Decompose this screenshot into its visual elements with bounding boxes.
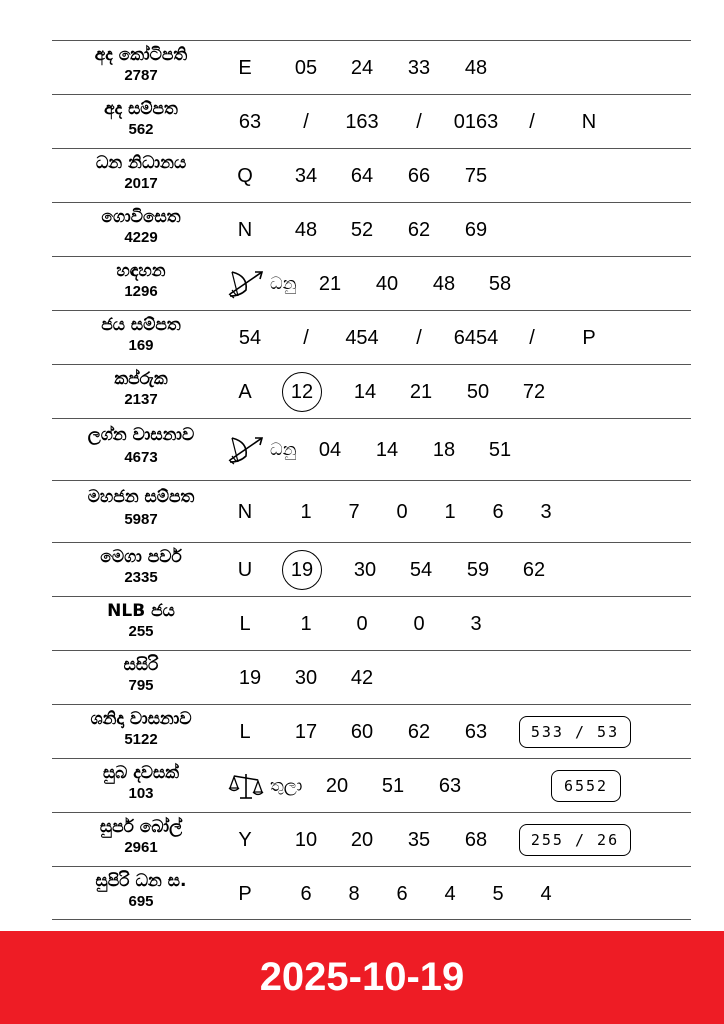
winning-numbers [52, 543, 691, 597]
number: 454 [345, 327, 379, 349]
letter: E [238, 57, 252, 79]
number: 58 [488, 273, 512, 295]
winning-numbers [52, 867, 691, 921]
number: 51 [488, 439, 512, 461]
number: 62 [407, 219, 431, 241]
number: 6454 [453, 327, 499, 349]
winning-numbers [52, 419, 691, 481]
number: 3 [470, 613, 482, 635]
sagittarius-icon [226, 268, 266, 304]
result-row [52, 364, 691, 418]
number: 0 [413, 613, 425, 635]
number: 163 [345, 111, 379, 133]
number: 52 [350, 219, 374, 241]
letter: A [238, 381, 252, 403]
winning-numbers [52, 149, 691, 203]
number: 48 [294, 219, 318, 241]
separator: / [529, 327, 535, 349]
separator: / [303, 111, 309, 133]
letter: Q [237, 165, 253, 187]
number: 62 [407, 721, 431, 743]
number: 40 [375, 273, 399, 295]
zodiac-sign: ධනු [270, 440, 297, 460]
number: 33 [407, 57, 431, 79]
draw-number: 5122 [124, 731, 158, 748]
winning-numbers [52, 597, 691, 651]
result-row [52, 40, 691, 94]
lottery-name: සුපර් බෝල් [99, 817, 183, 837]
letter: P [238, 883, 252, 905]
lottery-name: මහජන සම්පත [87, 487, 195, 507]
number: 48 [432, 273, 456, 295]
separator: / [416, 327, 422, 349]
letter: N [237, 219, 253, 241]
separator: / [416, 111, 422, 133]
number: 20 [325, 775, 349, 797]
number: 3 [540, 501, 552, 523]
number: 14 [375, 439, 399, 461]
winning-numbers [52, 651, 691, 705]
draw-number: 4673 [124, 449, 158, 466]
draw-date: 2025-10-19 [259, 955, 465, 999]
number: 63 [438, 775, 462, 797]
draw-number: 2335 [124, 569, 158, 586]
number: 1 [300, 613, 312, 635]
number: 0163 [453, 111, 499, 133]
separator: / [529, 111, 535, 133]
number: 21 [409, 381, 433, 403]
number: 64 [350, 165, 374, 187]
draw-number: 2961 [124, 839, 158, 856]
number: 1 [300, 501, 312, 523]
result-row [52, 480, 691, 542]
number: 05 [294, 57, 318, 79]
number: 19 [238, 667, 262, 689]
number: 35 [407, 829, 431, 851]
results-table [52, 40, 691, 920]
number: 20 [350, 829, 374, 851]
winning-numbers [52, 481, 691, 543]
letter: N [237, 501, 253, 523]
number: 04 [318, 439, 342, 461]
number: 62 [522, 559, 546, 581]
number: 30 [294, 667, 318, 689]
bonus-box: 533 / 53 [519, 716, 631, 748]
lottery-name: මෙගා පවර් [100, 547, 182, 567]
winning-numbers [52, 257, 691, 311]
number: 4 [540, 883, 552, 905]
number: 66 [407, 165, 431, 187]
result-row [52, 596, 691, 650]
lottery-name: NLB ජය [107, 601, 175, 621]
separator: / [303, 327, 309, 349]
number: 69 [464, 219, 488, 241]
result-row [52, 256, 691, 310]
winning-numbers [52, 813, 691, 867]
number: 30 [353, 559, 377, 581]
number: 10 [294, 829, 318, 851]
result-row [52, 418, 691, 480]
number: 5 [492, 883, 504, 905]
draw-number: 695 [128, 893, 154, 910]
number: 42 [350, 667, 374, 689]
draw-number: 4229 [124, 229, 158, 246]
draw-number: 103 [128, 785, 154, 802]
winning-numbers [52, 311, 691, 365]
lottery-name: හඳහන [116, 261, 166, 281]
number: 54 [238, 327, 262, 349]
lottery-name: ජය සම්පත [101, 315, 181, 335]
number: 60 [350, 721, 374, 743]
lottery-name: ශනිදා වාසනාව [90, 709, 192, 729]
result-row [52, 866, 691, 920]
number: 7 [348, 501, 360, 523]
number: 1 [444, 501, 456, 523]
winning-numbers [52, 41, 691, 95]
result-row [52, 542, 691, 596]
bonus-box: 6552 [551, 770, 621, 802]
letter: U [237, 559, 253, 581]
draw-number: 1296 [124, 283, 158, 300]
letter: L [239, 613, 251, 635]
zodiac-sign: තුලා [270, 776, 303, 796]
lottery-name: අද සම්පත [104, 99, 178, 119]
result-row [52, 94, 691, 148]
number: 68 [464, 829, 488, 851]
result-row [52, 704, 691, 758]
number: 21 [318, 273, 342, 295]
lottery-name: ධන නිධානය [95, 153, 187, 173]
result-row [52, 650, 691, 704]
number: 18 [432, 439, 456, 461]
draw-number: 562 [128, 121, 154, 138]
draw-number: 2137 [124, 391, 158, 408]
draw-number: 255 [128, 623, 154, 640]
special-number: 19 [282, 550, 322, 590]
number: 54 [409, 559, 433, 581]
draw-number: 5987 [124, 511, 158, 528]
winning-numbers [52, 759, 691, 813]
letter: Y [238, 829, 252, 851]
number: 17 [294, 721, 318, 743]
winning-numbers [52, 365, 691, 419]
number: 50 [466, 381, 490, 403]
number: 24 [350, 57, 374, 79]
number: 34 [294, 165, 318, 187]
draw-number: 169 [128, 337, 154, 354]
sagittarius-icon [226, 434, 266, 470]
winning-numbers [52, 705, 691, 759]
number: 8 [348, 883, 360, 905]
draw-number: 795 [128, 677, 154, 694]
winning-numbers [52, 95, 691, 149]
result-row [52, 148, 691, 202]
lottery-name: සසිරි [123, 655, 159, 675]
winning-numbers [52, 203, 691, 257]
number: 0 [396, 501, 408, 523]
number: 75 [464, 165, 488, 187]
lottery-name: ගොවිසෙත [101, 207, 181, 227]
lottery-name: කප්රුක [114, 369, 168, 389]
result-row [52, 310, 691, 364]
lottery-name: සුපිරි ධන ස. [95, 871, 187, 891]
number: 72 [522, 381, 546, 403]
special-number: 12 [282, 372, 322, 412]
number: 6 [492, 501, 504, 523]
number: 59 [466, 559, 490, 581]
libra-icon [226, 770, 266, 806]
number: P [582, 327, 596, 349]
lottery-name: අද කෝටිපති [94, 45, 188, 65]
number: 63 [464, 721, 488, 743]
draw-number: 2787 [124, 67, 158, 84]
number: 4 [444, 883, 456, 905]
lottery-name: ලග්න වාසනාව [87, 425, 195, 445]
number: 48 [464, 57, 488, 79]
result-row [52, 812, 691, 866]
letter: L [239, 721, 251, 743]
number: 6 [300, 883, 312, 905]
number: 51 [381, 775, 405, 797]
date-banner [0, 931, 724, 1024]
zodiac-sign: ධනු [270, 274, 297, 294]
number: 14 [353, 381, 377, 403]
number: 63 [238, 111, 262, 133]
bonus-box: 255 / 26 [519, 824, 631, 856]
number: 0 [356, 613, 368, 635]
result-row [52, 202, 691, 256]
number: 6 [396, 883, 408, 905]
draw-number: 2017 [124, 175, 158, 192]
result-row [52, 758, 691, 812]
number: N [581, 111, 597, 133]
lottery-name: සුබ දවසක් [102, 763, 180, 783]
